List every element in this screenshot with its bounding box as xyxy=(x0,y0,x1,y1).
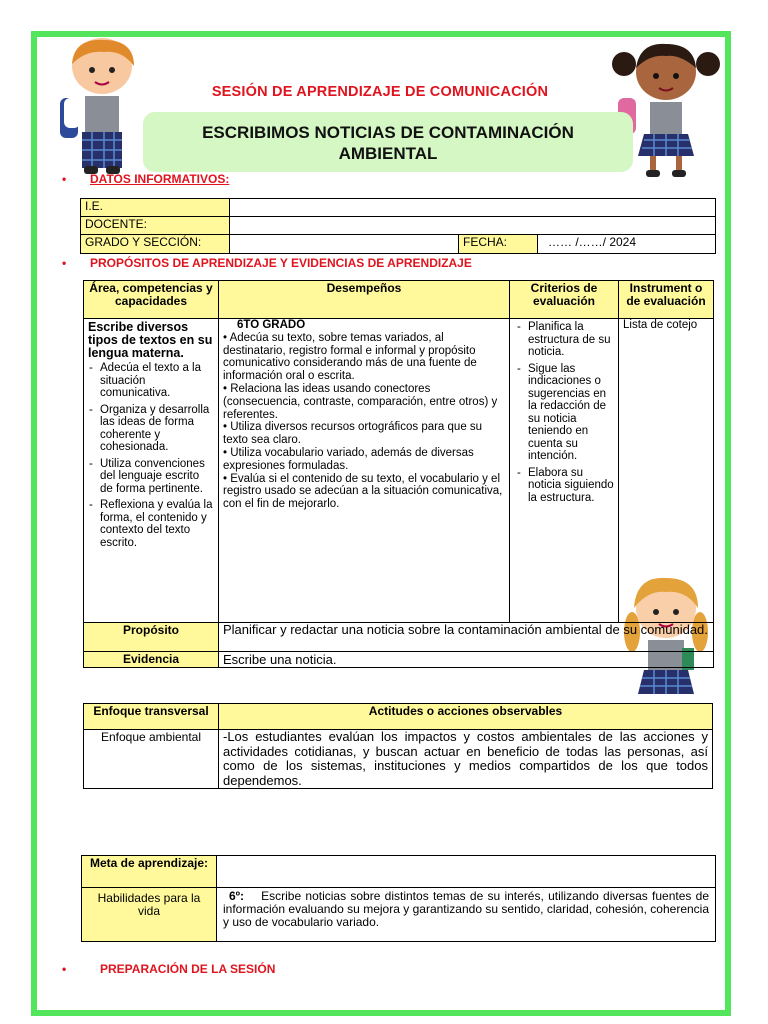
capacidad-item: - Adecúa el texto a la situación comunicativa. xyxy=(100,362,214,400)
habilidades-label: Habilidades para la vida xyxy=(82,888,217,942)
section-propositos-label: PROPÓSITOS DE APRENDIZAJE Y EVIDENCIAS DE APRENDIZAJE xyxy=(90,256,472,270)
meta-table xyxy=(81,855,716,942)
capacidad-item: - Reflexiona y evalúa la forma, el contenido y contexto del texto escrito. xyxy=(100,499,214,549)
habilidades-text: Escribe noticias sobre distintos temas de su interés, utilizando diversas fuentes de información evaluando su mejora y garantizando su sentido, claridad, cohesión, coherencia y uso de vocabulario variado. xyxy=(223,889,709,929)
grado-heading: 6TO GRADO xyxy=(237,319,306,331)
instrumento-cell: Lista de cotejo xyxy=(619,319,714,623)
desempeno-item: • Utiliza diversos recursos ortográficos para que su texto sea claro. xyxy=(223,421,483,447)
section-preparacion-label: PREPARACIÓN DE LA SESIÓN xyxy=(100,962,276,976)
docente-value xyxy=(230,217,716,235)
actitudes-text: -Los estudiantes evalúan los impactos y costos ambientales de las acciones y actividades cotidianas, y buscan actuar en beneficio de todas las personas, así como de los sistemas, instituciones y medios compartidos de los que todos dependemos. xyxy=(219,730,713,789)
capacidad-item: - Organiza y desarrolla las ideas de forma coherente y cohesionada. xyxy=(100,404,214,454)
enfoque-ambiental: Enfoque ambiental xyxy=(84,730,219,789)
meta-label: Meta de aprendizaje: xyxy=(82,856,217,888)
capacidades-list xyxy=(88,362,214,549)
page-title-line2: AMBIENTAL xyxy=(338,144,438,163)
meta-value xyxy=(217,856,716,888)
section-datos: • DATOS INFORMATIVOS: xyxy=(62,172,230,186)
header-area: Área, competencias y capacidades xyxy=(84,281,219,319)
session-title: SESIÓN DE APRENDIZAJE DE COMUNICACIÓN xyxy=(211,84,549,100)
desempeno-item: • Relaciona las ideas usando conectores (consecuencia, contraste, comparación, entre otros) y referentes. xyxy=(223,382,498,421)
desempeno-item: • Utiliza vocabulario variado, además de diversas expresiones formuladas. xyxy=(223,446,474,472)
fecha-value: …… /……/ 2024 xyxy=(538,235,716,254)
criterio-item: - Sigue las indicaciones o sugerencias en la redacción de su noticia teniendo en cuenta su intención. xyxy=(528,363,614,463)
propositos-table xyxy=(83,280,714,668)
docente-label: DOCENTE: xyxy=(81,217,230,235)
enfoque-table xyxy=(83,703,713,789)
header-enfoque: Enfoque transversal xyxy=(84,704,219,730)
page-title-line1: ESCRIBIMOS NOTICIAS DE CONTAMINACIÓN xyxy=(202,123,574,142)
ie-value xyxy=(230,199,716,217)
header-criterios: Criterios de evaluación xyxy=(510,281,619,319)
page-title xyxy=(150,122,626,164)
evidencia-label: Evidencia xyxy=(84,652,219,668)
desempeno-item: • Adecúa su texto, sobre temas variados, al destinatario, registro formal e informal y propósito comunicativo considerando más de una fuente de información oral o escrita. xyxy=(223,331,477,383)
proposito-label: Propósito xyxy=(84,623,219,652)
criterios-cell xyxy=(510,319,619,623)
habilidades-cell xyxy=(217,888,716,942)
grado-value xyxy=(230,235,459,254)
evidencia-text: Escribe una noticia. xyxy=(219,652,714,668)
criterio-item: - Elabora su noticia siguiendo la estructura. xyxy=(528,467,614,505)
section-propositos: • PROPÓSITOS DE APRENDIZAJE Y EVIDENCIAS DE APRENDIZAJE xyxy=(62,256,472,270)
fecha-label: FECHA: xyxy=(459,235,538,254)
criterios-list xyxy=(514,321,614,504)
criterio-item: - Planifica la estructura de su noticia. xyxy=(528,321,614,359)
header-actitudes: Actitudes o acciones observables xyxy=(219,704,713,730)
header-desempenos: Desempeños xyxy=(219,281,510,319)
section-preparacion: • PREPARACIÓN DE LA SESIÓN xyxy=(62,962,276,976)
desempenos-cell xyxy=(219,319,510,623)
capacidad-item: - Utiliza convenciones del lenguaje escrito de forma pertinente. xyxy=(100,458,214,496)
desempeno-item: • Evalúa si el contenido de su texto, el vocabulario y el registro usado se adecúan a la situación comunicativa, con el fin de mejorarlo. xyxy=(223,472,503,511)
grado-label: GRADO Y SECCIÓN: xyxy=(81,235,230,254)
section-datos-label: DATOS INFORMATIVOS: xyxy=(90,172,230,186)
competencia: Escribe diversos tipos de textos en su lengua materna. xyxy=(88,320,213,360)
ie-label: I.E. xyxy=(81,199,230,217)
proposito-text: Planificar y redactar una noticia sobre la contaminación ambiental de su comunidad. xyxy=(219,623,714,652)
area-cell xyxy=(84,319,219,623)
grado-tag: 6º: xyxy=(229,889,245,903)
datos-table xyxy=(80,198,716,254)
header-instrumento: Instrument o de evaluación xyxy=(619,281,714,319)
